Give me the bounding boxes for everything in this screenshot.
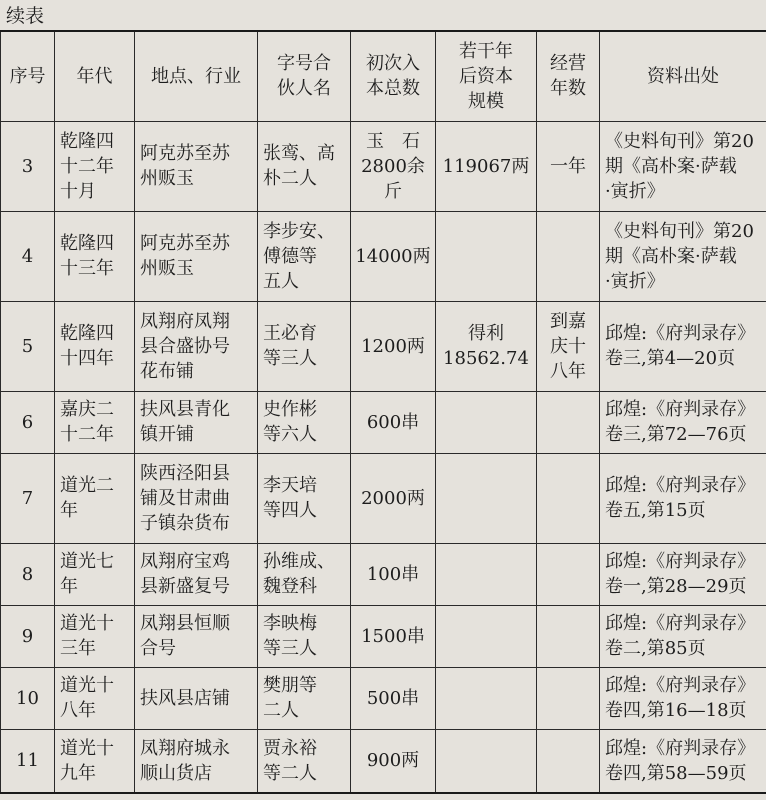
table-row xyxy=(1,729,766,793)
header-initial-capital: 初次入 本总数 xyxy=(351,31,436,121)
row-era: 嘉庆二 十二年 xyxy=(55,391,135,453)
row-initial-capital: 600串 xyxy=(351,391,436,453)
row-index: 7 xyxy=(1,453,55,543)
table-row xyxy=(1,211,766,301)
row-index: 10 xyxy=(1,667,55,729)
header-years: 经营 年数 xyxy=(537,31,600,121)
row-era: 乾隆四 十二年 十月 xyxy=(55,121,135,211)
row-firm-partners: 李映梅 等三人 xyxy=(258,605,351,667)
header-place-trade: 地点、行业 xyxy=(135,31,258,121)
header-later-capital: 若干年 后资本 规模 xyxy=(436,31,537,121)
row-initial-capital: 14000两 xyxy=(351,211,436,301)
row-source: 邱煌:《府判录存》 卷五,第15页 xyxy=(600,453,766,543)
row-firm-partners: 孙维成、 魏登科 xyxy=(258,543,351,605)
row-years xyxy=(537,453,600,543)
row-later-capital: 119067两 xyxy=(436,121,537,211)
row-index: 3 xyxy=(1,121,55,211)
row-firm-partners: 李步安、 傅德等 五人 xyxy=(258,211,351,301)
row-initial-capital: 900两 xyxy=(351,729,436,793)
row-index: 5 xyxy=(1,301,55,391)
row-source: 邱煌:《府判录存》 卷四,第16—18页 xyxy=(600,667,766,729)
header-row xyxy=(1,31,766,121)
row-era: 道光十 三年 xyxy=(55,605,135,667)
row-era: 道光七 年 xyxy=(55,543,135,605)
row-firm-partners: 王必育 等三人 xyxy=(258,301,351,391)
row-era: 道光十 八年 xyxy=(55,667,135,729)
row-place-trade: 陕西泾阳县 铺及甘肃曲 子镇杂货布 xyxy=(135,453,258,543)
row-place-trade: 扶风县店铺 xyxy=(135,667,258,729)
row-era: 乾隆四 十三年 xyxy=(55,211,135,301)
table-row xyxy=(1,605,766,667)
row-later-capital xyxy=(436,729,537,793)
row-years xyxy=(537,211,600,301)
header-index: 序号 xyxy=(1,31,55,121)
row-later-capital xyxy=(436,391,537,453)
row-years xyxy=(537,391,600,453)
row-later-capital xyxy=(436,667,537,729)
row-place-trade: 阿克苏至苏 州贩玉 xyxy=(135,211,258,301)
row-era: 道光二 年 xyxy=(55,453,135,543)
row-place-trade: 凤翔府城永 顺山货店 xyxy=(135,729,258,793)
table-row xyxy=(1,667,766,729)
header-era: 年代 xyxy=(55,31,135,121)
table-row xyxy=(1,121,766,211)
row-source: 邱煌:《府判录存》 卷一,第28—29页 xyxy=(600,543,766,605)
row-place-trade: 凤翔府凤翔 县合盛协号 花布铺 xyxy=(135,301,258,391)
row-era: 乾隆四 十四年 xyxy=(55,301,135,391)
row-later-capital xyxy=(436,605,537,667)
row-index: 9 xyxy=(1,605,55,667)
row-place-trade: 凤翔县恒顺 合号 xyxy=(135,605,258,667)
table-row xyxy=(1,301,766,391)
header-source: 资料出处 xyxy=(600,31,766,121)
row-place-trade: 扶风县青化 镇开铺 xyxy=(135,391,258,453)
row-firm-partners: 贾永裕 等二人 xyxy=(258,729,351,793)
row-place-trade: 阿克苏至苏 州贩玉 xyxy=(135,121,258,211)
row-years xyxy=(537,605,600,667)
row-era: 道光十 九年 xyxy=(55,729,135,793)
row-initial-capital: 1200两 xyxy=(351,301,436,391)
row-years: 一年 xyxy=(537,121,600,211)
row-source: 《史料旬刊》第20 期《高朴案·萨载 ·寅折》 xyxy=(600,121,766,211)
row-initial-capital: 100串 xyxy=(351,543,436,605)
row-source: 《史料旬刊》第20 期《高朴案·萨载 ·寅折》 xyxy=(600,211,766,301)
row-index: 11 xyxy=(1,729,55,793)
row-years xyxy=(537,667,600,729)
row-years: 到嘉 庆十 八年 xyxy=(537,301,600,391)
row-firm-partners: 李天培 等四人 xyxy=(258,453,351,543)
row-years xyxy=(537,543,600,605)
row-initial-capital: 500串 xyxy=(351,667,436,729)
row-later-capital xyxy=(436,543,537,605)
row-later-capital: 得利 18562.74 xyxy=(436,301,537,391)
row-initial-capital: 玉 石 2800余 斤 xyxy=(351,121,436,211)
header-firm-partners: 字号合 伙人名 xyxy=(258,31,351,121)
row-source: 邱煌:《府判录存》 卷三,第72—76页 xyxy=(600,391,766,453)
row-index: 4 xyxy=(1,211,55,301)
table-row xyxy=(1,391,766,453)
row-firm-partners: 史作彬 等六人 xyxy=(258,391,351,453)
row-later-capital xyxy=(436,211,537,301)
row-place-trade: 凤翔府宝鸡 县新盛复号 xyxy=(135,543,258,605)
table-caption: 续表 xyxy=(6,5,45,27)
row-initial-capital: 1500串 xyxy=(351,605,436,667)
row-index: 8 xyxy=(1,543,55,605)
row-later-capital xyxy=(436,453,537,543)
row-firm-partners: 张鸾、高 朴二人 xyxy=(258,121,351,211)
row-years xyxy=(537,729,600,793)
row-firm-partners: 樊朋等 二人 xyxy=(258,667,351,729)
row-source: 邱煌:《府判录存》 卷四,第58—59页 xyxy=(600,729,766,793)
capital-table xyxy=(0,30,766,794)
table-row xyxy=(1,453,766,543)
row-initial-capital: 2000两 xyxy=(351,453,436,543)
row-index: 6 xyxy=(1,391,55,453)
table-row xyxy=(1,543,766,605)
row-source: 邱煌:《府判录存》 卷二,第85页 xyxy=(600,605,766,667)
row-source: 邱煌:《府判录存》 卷三,第4—20页 xyxy=(600,301,766,391)
